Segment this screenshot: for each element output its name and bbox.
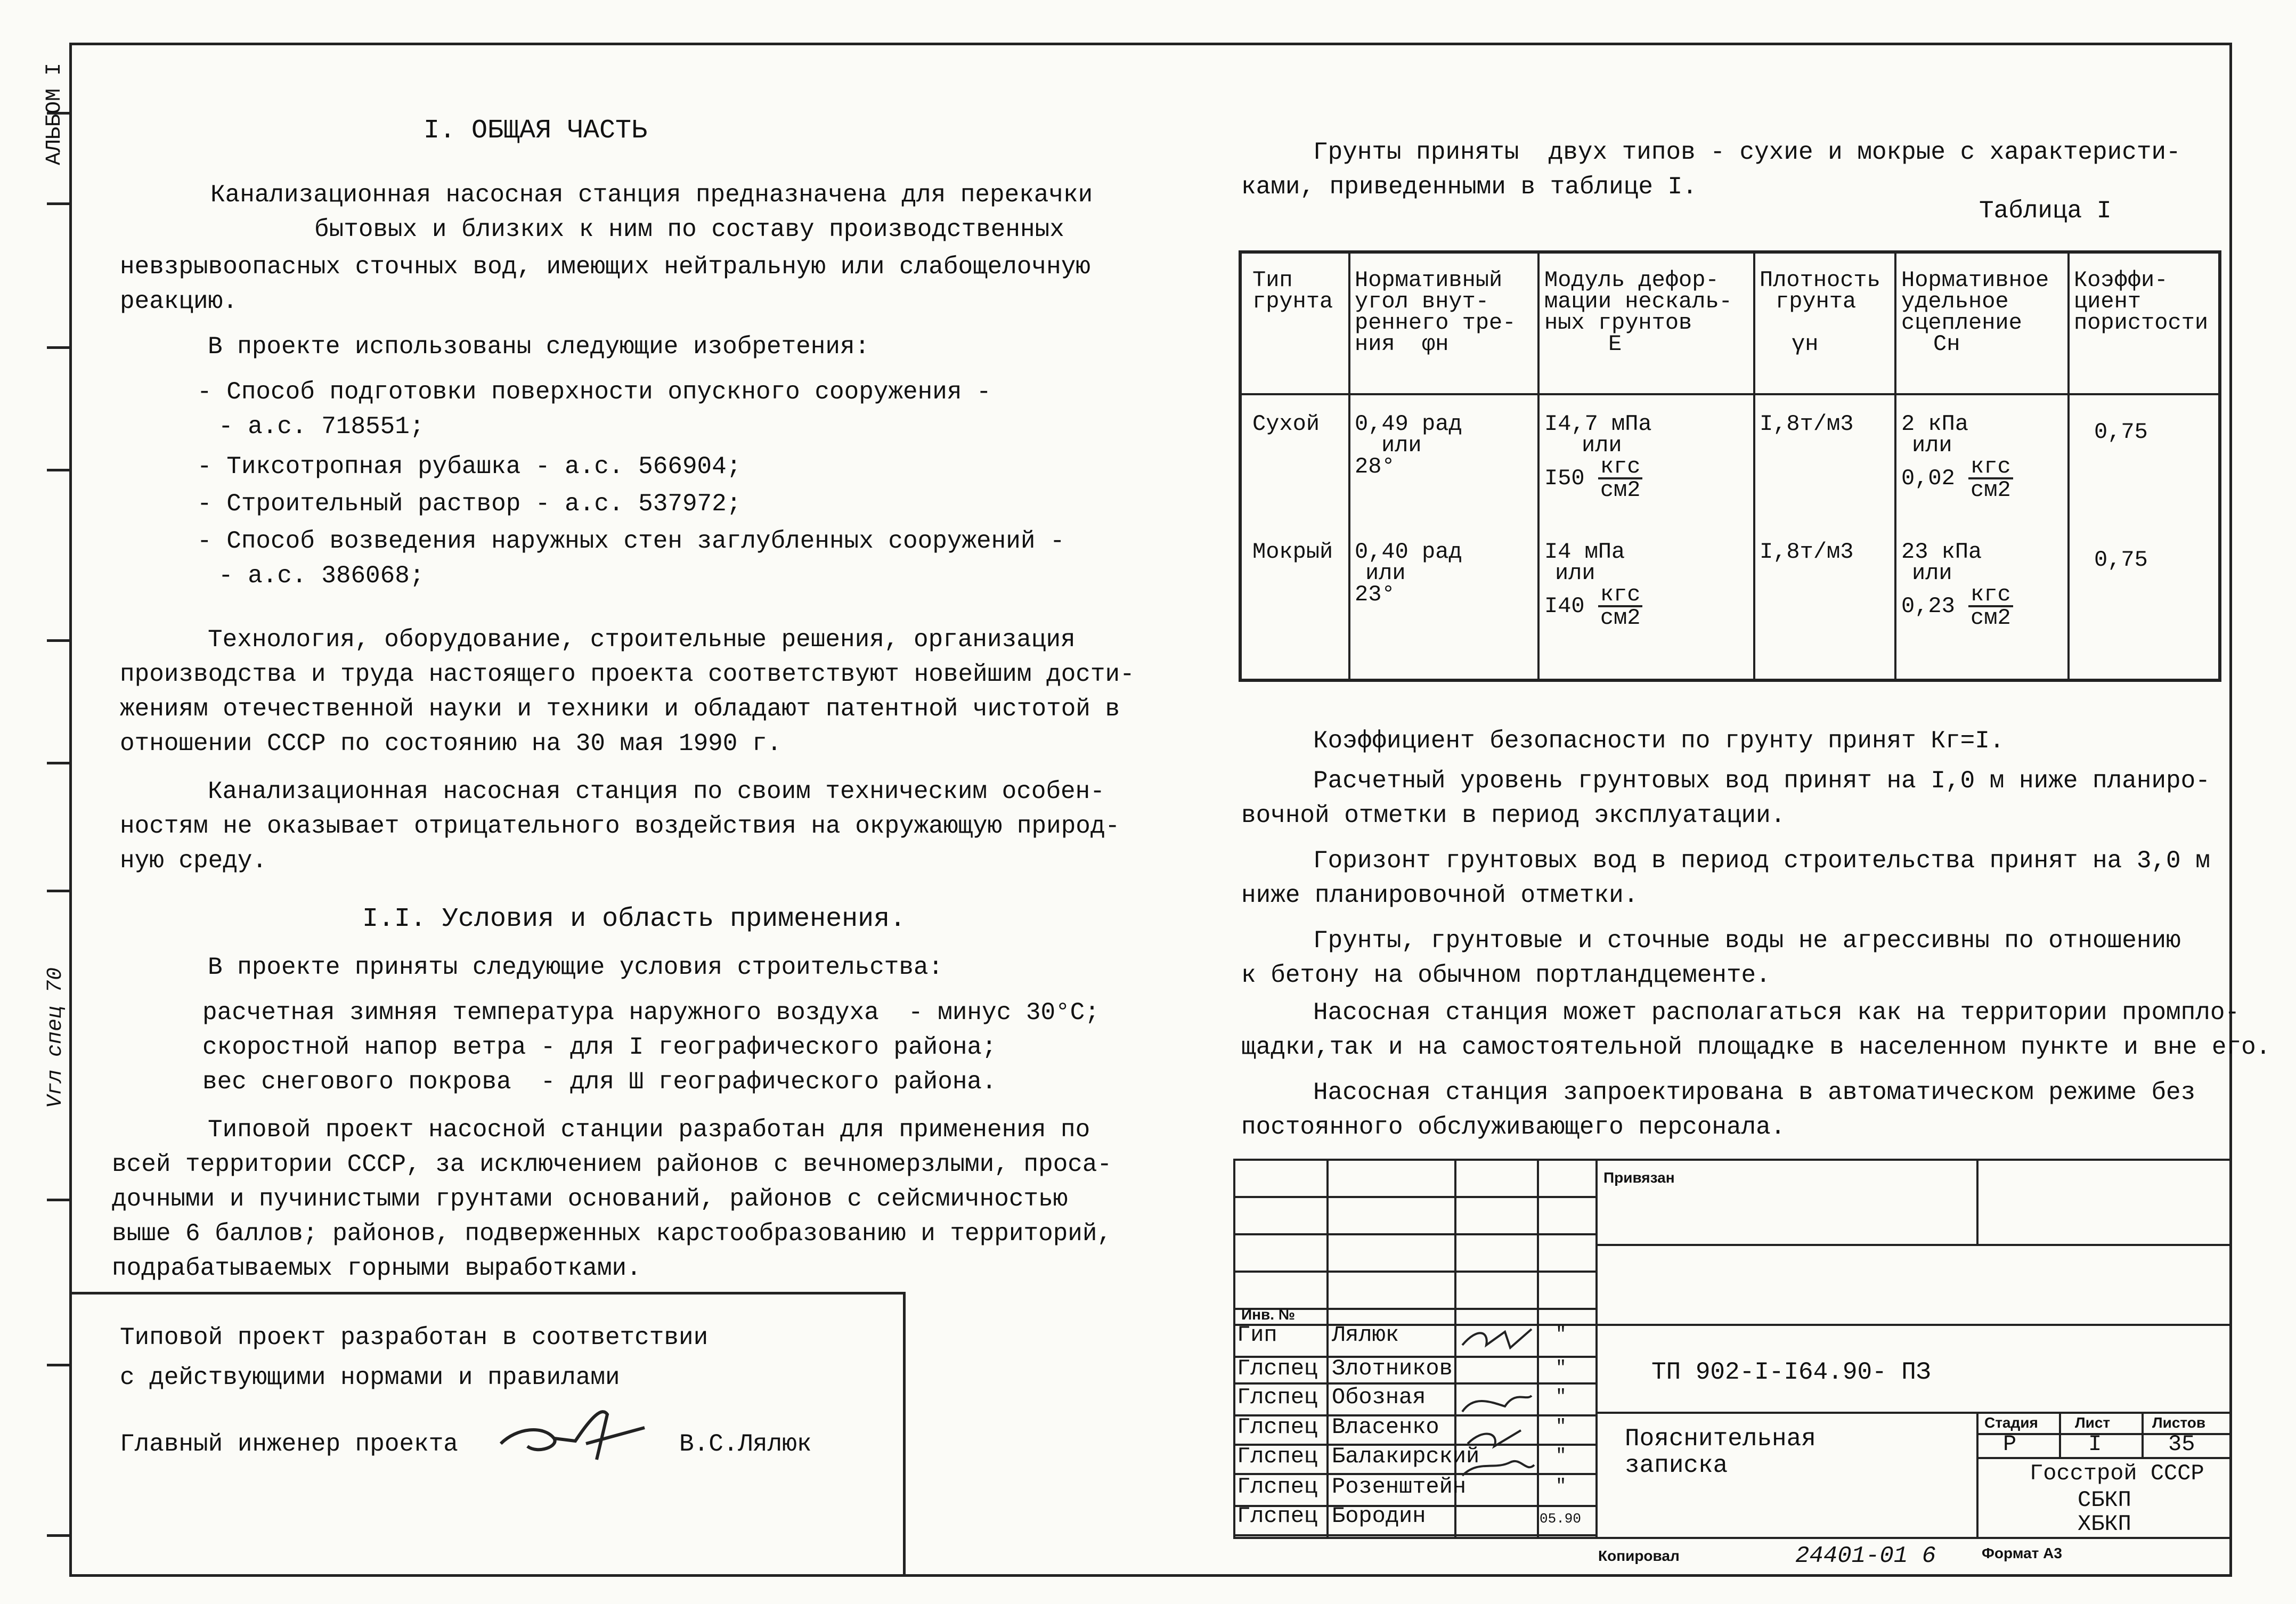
stage-value: Р [2003,1431,2017,1457]
row-dry-angle: 0,49 рад или 28° [1355,411,1462,479]
signer-name: Лялюк [1332,1322,1399,1348]
margin-tick [47,639,71,642]
engineer-signature [495,1396,655,1465]
signer-name: Бородин [1332,1503,1426,1529]
stamp-label: Vгл спец 70 [44,967,68,1108]
row-wet-density: I,8т/м3 [1760,539,1854,565]
paragraph-line: Горизонт грунтовых вод в период строительства принят на 3,0 м [1313,847,2210,875]
section-heading: I. ОБЩАЯ ЧАСТЬ [424,116,648,146]
signer-mark: " [1556,1477,1567,1497]
paragraph-line: бытовых и близких к ним по составу производственных [314,216,1064,243]
condition-line: скоростной напор ветра - для I географического района; [202,1033,997,1061]
condition-line: расчетная зимняя температура наружного воздуха - минус 30°С; [202,999,1100,1027]
paragraph-line: Грунты, грунтовые и сточные воды не агрессивны по отношению [1313,927,2181,955]
signer-name: Розенштейн [1332,1474,1467,1500]
row-wet-cohesion: 23 кПа или 0,23 $\frac{\text{кгс}}{см2}$ [1901,541,2013,629]
signer-name: Власенко [1332,1414,1439,1440]
copy-number: 24401-01 6 [1795,1543,1936,1569]
header-porosity: Коэффи- циент пористости [2074,267,2209,336]
copied-label: Копировал [1598,1548,1680,1564]
organization: ХБКП [2078,1511,2131,1537]
document-title: записка [1625,1452,1728,1479]
organization: Госстрой СССР [2030,1461,2204,1486]
paragraph-line: производства и труда настоящего проекта соответствуют новейшим дости- [120,661,1135,688]
row-dry-type: Сухой [1252,411,1320,437]
sheets-label: Листов [2152,1414,2206,1431]
paragraph-line: вочной отметки в период эксплуатации. [1241,802,1786,829]
row-dry-density: I,8т/м3 [1760,411,1854,437]
paragraph-line: Технология, оборудование, строительные решения, организация [208,626,1076,654]
engineer-name: В.С.Лялюк [679,1430,812,1458]
paragraph-line: Канализационная насосная станция предназначена для перекачки [210,181,1093,209]
margin-tick [47,346,71,349]
signer-role: Глспец [1237,1474,1318,1500]
paragraph-line: Типовой проект насосной станции разработан для применения по [208,1116,1090,1144]
compliance-box-right [903,1292,906,1577]
soil-table [1239,250,2221,682]
signer-role: Глспец [1237,1356,1318,1381]
header-friction-angle: Нормативный угол внут- реннего тре- ния φн [1355,267,1516,357]
paragraph-line: Грунты приняты двух типов - сухие и мокрые с характеристи- [1313,139,2181,166]
margin-tick [47,202,71,205]
inventory-label: Инв. № [1241,1306,1296,1323]
margin-tick [47,1199,71,1201]
table-caption: Таблица I [1979,197,2112,225]
subsection-heading: I.I. Условия и область применения. [362,904,906,934]
sheet-label: Лист [2075,1414,2111,1431]
signer-mark: " [1556,1417,1567,1437]
stage-label: Стадия [1984,1414,2038,1431]
signer-role: Глспец [1237,1414,1318,1440]
paragraph-line: выше 6 баллов; районов, подверженных карстообразованию и территорий, [112,1220,1112,1248]
invention-item: - Способ возведения наружных стен заглубленных сооружений - [197,527,1065,555]
signer-name: Балакирский [1332,1444,1480,1469]
signatures-column [1457,1321,1537,1502]
sheets-value: 35 [2168,1431,2195,1457]
row-dry-cohesion: 2 кПа или 0,02 $\frac{\text{кгс}}{см2}$ [1901,413,2013,501]
paragraph-line: Насосная станция может располагаться как на территории промпло- [1313,999,2240,1027]
signer-mark: " [1556,1358,1567,1379]
signer-name: Злотников [1332,1356,1453,1381]
compliance-line: с действующими нормами и правилами [120,1364,620,1391]
invention-item: - Тиксотропная рубашка - а.с. 566904; [197,453,742,481]
paragraph-line: Расчетный уровень грунтовых вод принят на I,0 м ниже планиро- [1313,767,2210,795]
paragraph-line: отношении СССР по состоянию на 30 мая 1990 г. [120,730,782,758]
paragraph-line: Канализационная насосная станция по своим техническим особен- [208,778,1105,805]
margin-tick [47,762,71,764]
signer-name: Обозная [1332,1385,1426,1410]
paragraph-line: В проекте приняты следующие условия строительства: [208,954,943,981]
paragraph-line: Насосная станция запроектирована в автоматическом режиме без [1313,1079,2196,1106]
margin-tick [47,1534,71,1537]
header-soil-type: Тип грунта [1252,267,1333,314]
album-label: АЛЬБОМ I [43,62,67,165]
paragraph-line: к бетону на обычном портландцементе. [1241,962,1771,989]
invention-item: - Способ подготовки поверхности опускного сооружения - [197,378,991,406]
paragraph-line: щадки,так и на самостоятельной площадке в населенном пункте и вне его. [1241,1033,2271,1061]
paragraph-line: ную среду. [120,847,267,875]
paragraph-line: ностям не оказывает отрицательного воздействия на окружающую природ- [120,812,1120,840]
row-dry-porosity: 0,75 [2094,419,2148,445]
compliance-box-top [69,1292,906,1294]
engineer-label: Главный инженер проекта [120,1430,458,1458]
paragraph-line: Коэффициент безопасности по грунту принят Кг=I. [1313,727,2005,755]
signer-role: Глспец [1237,1503,1318,1529]
header-modulus: Модуль дефор- мации нескаль- ных грунтов Е [1544,267,1732,357]
organization: СБКП [2078,1487,2131,1513]
invention-item: - а.с. 718551; [218,413,425,441]
row-dry-modulus: I4,7 мПа или I50 $\frac{\text{кгс}}{см2}$ [1544,411,1652,503]
condition-line: вес снегового покрова - для Ш географического района. [202,1068,997,1096]
signer-mark: " [1556,1325,1567,1345]
paragraph-line: невзрывоопасных сточных вод, имеющих нейтральную или слабощелочную [120,253,1090,281]
signer-role: Гип [1237,1322,1277,1348]
signer-date: 05.90 [1540,1511,1582,1527]
document-code: ТП 902-I-I64.90- ПЗ [1651,1358,1931,1386]
header-density: Плотность грунта γн [1760,267,1880,357]
invention-item: - Строительный раствор - а.с. 537972; [197,490,742,518]
paragraph-line: ниже планировочной отметки. [1241,882,1639,909]
signer-mark: " [1556,1446,1567,1467]
paragraph-line: всей территории СССР, за исключением районов с вечномерзлыми, проса- [112,1151,1112,1178]
margin-tick [47,1364,71,1366]
paragraph-line: В проекте использованы следующие изобретения: [208,333,870,361]
signer-mark: " [1556,1387,1567,1407]
row-wet-porosity: 0,75 [2094,547,2148,573]
invention-item: - а.с. 386068; [218,562,425,590]
header-cohesion: Нормативное удельное сцепление Сн [1901,267,2049,357]
margin-tick [47,469,71,471]
compliance-line: Типовой проект разработан в соответствии [120,1324,709,1351]
paragraph-line: подрабатываемых горными выработками. [112,1255,641,1282]
paragraph-line: реакцию. [120,288,238,315]
document-title: Пояснительная [1625,1425,1816,1453]
row-wet-angle: 0,40 рад или 23° [1355,539,1462,607]
row-wet-type: Мокрый [1252,539,1333,565]
signer-role: Глспец [1237,1444,1318,1469]
paragraph-line: постоянного обслуживающего персонала. [1241,1113,1786,1141]
paragraph-line: ками, приведенными в таблице I. [1241,173,1697,201]
row-wet-modulus: I4 мПа или I40 $\frac{\text{кгс}}{см2}$ [1544,541,1642,629]
paragraph-line: жениям отечественной науки и техники и обладают патентной чистотой в [120,695,1120,723]
privyazan-label: Привязан [1603,1169,1675,1186]
margin-tick [47,890,71,892]
sheet-value: I [2088,1431,2102,1457]
paragraph-line: дочными и пучинистыми грунтами оснований, районов с сейсмичностью [112,1185,1068,1213]
signer-role: Глспец [1237,1385,1318,1410]
format-label: Формат А3 [1982,1545,2062,1561]
